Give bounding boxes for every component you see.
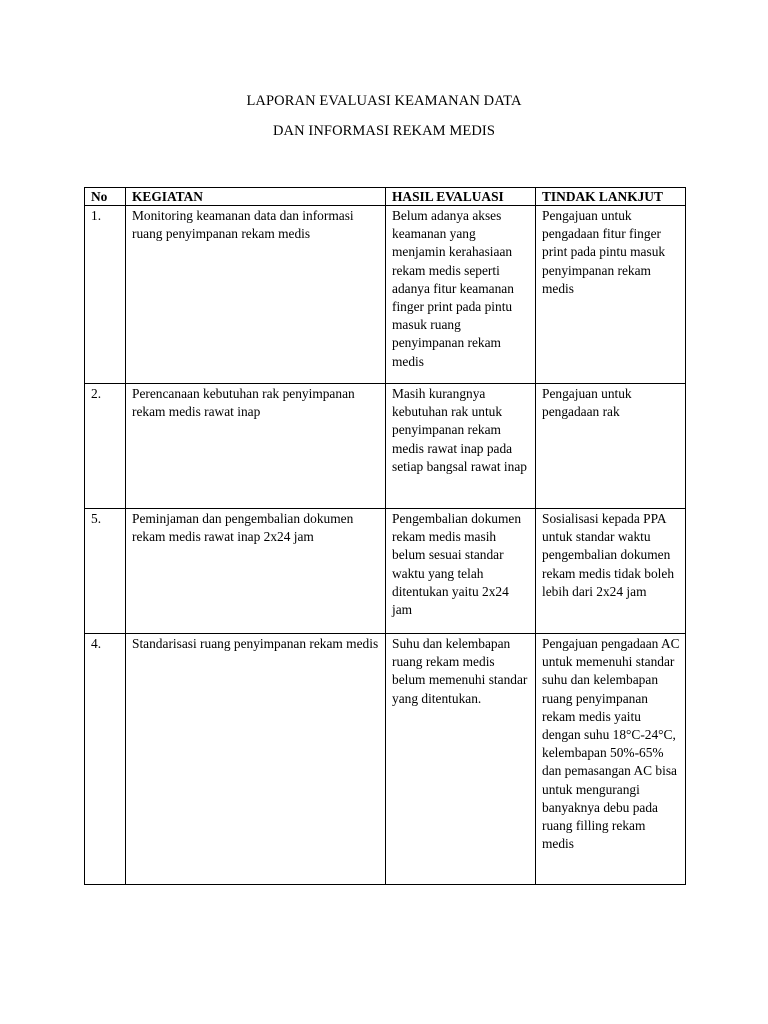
cell-kegiatan: Perencanaan kebutuhan rak penyimpanan rekam medis rawat inap <box>126 384 386 509</box>
table-row <box>85 206 686 384</box>
table-row <box>85 384 686 509</box>
cell-tindak-lanjut: Pengajuan untuk pengadaan rak <box>536 384 686 509</box>
document-title-line-1: LAPORAN EVALUASI KEAMANAN DATA <box>246 93 522 109</box>
cell-tindak-lanjut: Pengajuan untuk pengadaan fitur finger print pada pintu masuk penyimpanan rekam medis <box>536 206 686 384</box>
cell-kegiatan: Peminjaman dan pengembalian dokumen rekam medis rawat inap 2x24 jam <box>126 509 386 634</box>
header-tindak-lanjut: TINDAK LANKJUT <box>536 188 686 206</box>
cell-hasil-evaluasi: Pengembalian dokumen rekam medis masih belum sesuai standar waktu yang telah ditentukan yaitu 2x24 jam <box>386 509 536 634</box>
table-row <box>85 634 686 885</box>
cell-no: 4. <box>85 634 126 885</box>
cell-tindak-lanjut: Pengajuan pengadaan AC untuk memenuhi standar suhu dan kelembapan ruang penyimpanan rekam medis yaitu dengan suhu 18°C-24°C, kelembapan 50%-65% dan pemasangan AC bisa untuk mengurangi banyaknya debu pada ruang filling rekam medis <box>536 634 686 885</box>
cell-kegiatan: Standarisasi ruang penyimpanan rekam medis <box>126 634 386 885</box>
header-kegiatan: KEGIATAN <box>126 188 386 206</box>
cell-no: 1. <box>85 206 126 384</box>
cell-hasil-evaluasi: Suhu dan kelembapan ruang rekam medis belum memenuhi standar yang ditentukan. <box>386 634 536 885</box>
table-header-row <box>85 188 686 206</box>
cell-no: 2. <box>85 384 126 509</box>
cell-hasil-evaluasi: Belum adanya akses keamanan yang menjamin kerahasiaan rekam medis seperti adanya fitur keamanan finger print pada pintu masuk ruang penyimpanan rekam medis <box>386 206 536 384</box>
table-row <box>85 509 686 634</box>
document-title-line-2: DAN INFORMASI REKAM MEDIS <box>272 123 496 139</box>
cell-no: 5. <box>85 509 126 634</box>
evaluation-table <box>84 187 686 885</box>
cell-hasil-evaluasi: Masih kurangnya kebutuhan rak untuk penyimpanan rekam medis rawat inap pada setiap bangsal rawat inap <box>386 384 536 509</box>
header-no: No <box>85 188 126 206</box>
cell-tindak-lanjut: Sosialisasi kepada PPA untuk standar waktu pengembalian dokumen rekam medis tidak boleh lebih dari 2x24 jam <box>536 509 686 634</box>
header-hasil-evaluasi: HASIL EVALUASI <box>386 188 536 206</box>
cell-kegiatan: Monitoring keamanan data dan informasi ruang penyimpanan rekam medis <box>126 206 386 384</box>
